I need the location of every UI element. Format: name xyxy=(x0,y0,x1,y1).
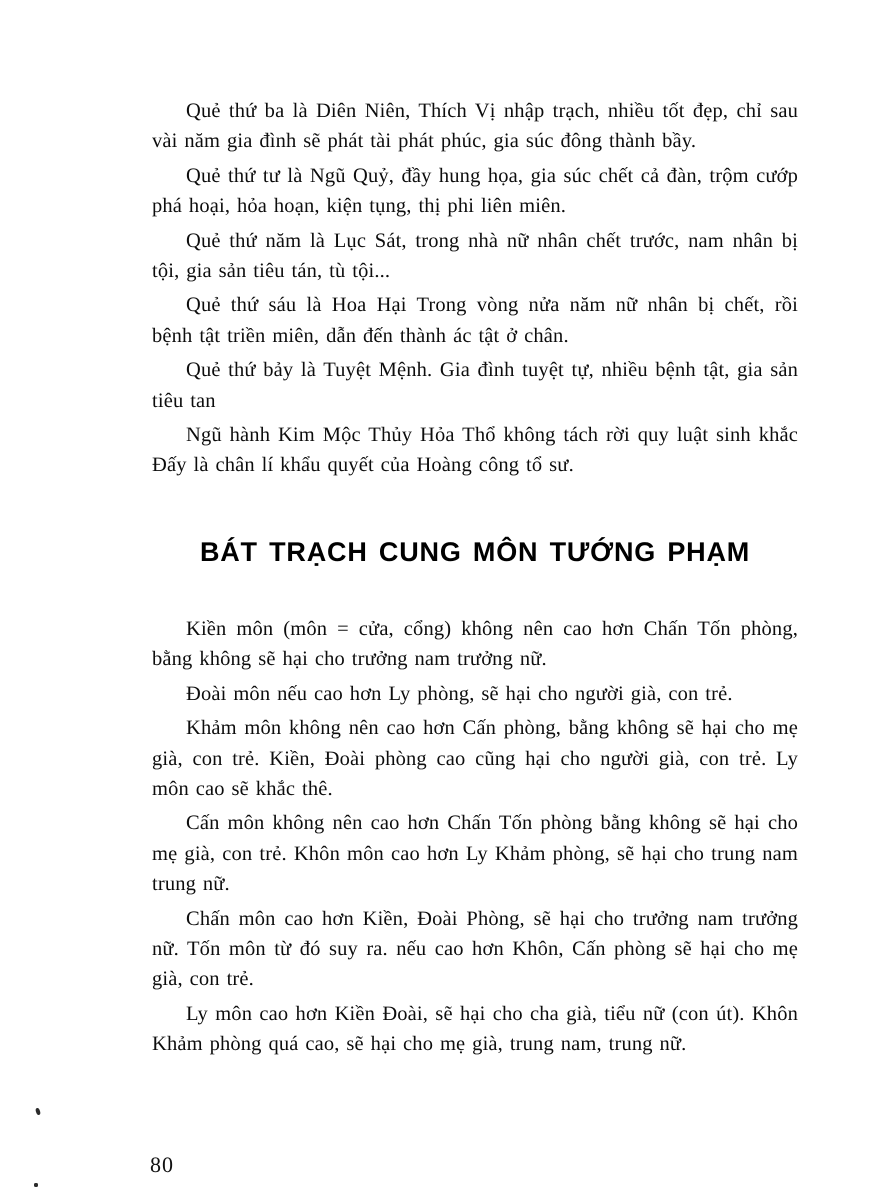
scan-speckle xyxy=(35,1108,41,1116)
paragraph: Ngũ hành Kim Mộc Thủy Hỏa Thổ không tách rời quy luật sinh khắc Đấy là chân lí khẩu quyết của Hoàng công tổ sư. xyxy=(152,424,798,477)
paragraph: Quẻ thứ bảy là Tuyệt Mệnh. Gia đình tuyệt tự, nhiều bệnh tật, gia sản tiêu tan xyxy=(152,359,798,412)
paragraph: Ly môn cao hơn Kiền Đoài, sẽ hại cho cha già, tiểu nữ (con út). Khôn Khảm phòng quá cao, sẽ hại cho mẹ già, trung nam, trung nữ. xyxy=(152,1002,798,1056)
text-column xyxy=(152,96,798,1060)
paragraph: Quẻ thứ sáu là Hoa Hại Trong vòng nửa năm nữ nhân bị chết, rồi bệnh tật triền miên, dẫn đến thành ác tật ở chân. xyxy=(152,294,798,347)
paragraph: Quẻ thứ tư là Ngũ Quỷ, đầy hung họa, gia súc chết cả đàn, trộm cướp phá hoại, hỏa hoạn, kiện tụng, thị phi liên miên. xyxy=(152,164,798,218)
vertical-spacer xyxy=(152,485,798,537)
paragraph: Đoài môn nếu cao hơn Ly phòng, sẽ hại cho người già, con trẻ. xyxy=(186,682,733,705)
paragraph: Chấn môn cao hơn Kiền, Đoài Phòng, sẽ hại cho trưởng nam trưởng nữ. Tốn môn từ đó suy ra. nếu cao hơn Khôn, Cấn phòng sẽ hại cho mẹ già, con trẻ. xyxy=(152,907,798,991)
section-heading: BÁT TRẠCH CUNG MÔN TƯỚNG PHẠM xyxy=(199,536,751,567)
paragraph: Khảm môn không nên cao hơn Cấn phòng, bằng không sẽ hại cho mẹ già, con trẻ. Kiền, Đoài phòng cao cũng hại cho người già, con trẻ. Ly môn cao sẽ khắc thê. xyxy=(152,717,798,800)
scan-speckle xyxy=(34,1183,38,1187)
paragraph: Cấn môn không nên cao hơn Chấn Tốn phòng bằng không sẽ hại cho mẹ già, con trẻ. Khôn môn cao hơn Ly Khảm phòng, sẽ hại cho trung nam trung nữ. xyxy=(152,812,798,896)
vertical-spacer xyxy=(152,568,798,614)
paragraph: Quẻ thứ ba là Diên Niên, Thích Vị nhập trạch, nhiều tốt đẹp, chỉ sau vài năm gia đình sẽ phát tài phát phúc, gia súc đông thành bầy. xyxy=(152,100,798,153)
paragraph: Quẻ thứ năm là Lục Sát, trong nhà nữ nhân chết trước, nam nhân bị tội, gia sản tiêu tán, tù tội... xyxy=(152,229,798,283)
paragraph: Kiền môn (môn = cửa, cổng) không nên cao hơn Chấn Tốn phòng, bằng không sẽ hại cho trưởng nam trưởng nữ. xyxy=(152,617,798,671)
page-number: 80 xyxy=(150,1152,174,1177)
